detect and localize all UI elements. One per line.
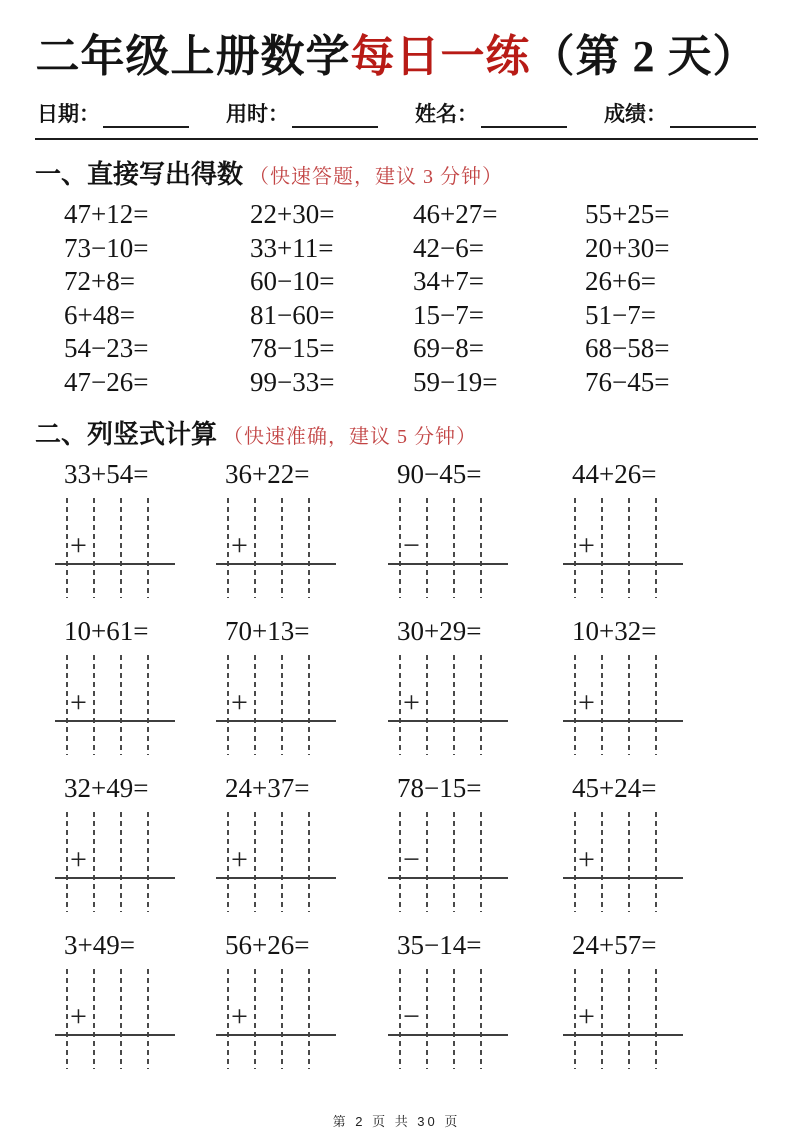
field-name-label: 姓名： [415, 102, 478, 126]
operator-sign: + [403, 686, 420, 719]
vertical-problem-text: 10+32= [572, 616, 657, 646]
column-work-grid [227, 655, 310, 755]
vertical-problem-text: 10+61= [64, 616, 149, 646]
operator-sign: + [231, 1000, 248, 1033]
vertical-problem-cell [64, 771, 225, 928]
operator-sign: + [70, 1000, 87, 1033]
oral-problems-grid [35, 199, 758, 400]
oral-problem: 73−10= [64, 232, 149, 263]
vertical-problem-cell [225, 457, 397, 614]
field-date [37, 98, 189, 128]
vertical-problem-text: 78−15= [397, 773, 482, 803]
field-name [415, 98, 567, 128]
vertical-problem-text: 32+49= [64, 773, 149, 803]
oral-problem: 68−58= [585, 333, 670, 363]
column-work-grid [227, 812, 310, 912]
vertical-problem-text: 70+13= [225, 616, 310, 646]
column-work-grid [66, 812, 149, 912]
vertical-problem-cell [572, 771, 758, 928]
column-work-grid [66, 969, 149, 1069]
vertical-problem-text: 45+24= [572, 773, 657, 803]
oral-problem: 42−6= [413, 232, 484, 263]
oral-problem: 20+30= [585, 232, 670, 263]
vertical-problem-cell [572, 457, 758, 614]
field-name-blank [481, 106, 567, 128]
field-score [604, 98, 756, 128]
operator-sign: + [231, 529, 248, 562]
vertical-problem-cell [64, 928, 225, 1085]
oral-problem: 51−7= [585, 299, 656, 330]
operator-sign: + [70, 843, 87, 876]
column-work-grid [399, 969, 482, 1069]
section1-time-note: （快速答题，建议 3 分钟） [249, 166, 504, 188]
operator-sign: + [578, 1000, 595, 1033]
vertical-problem-cell [572, 614, 758, 771]
vertical-problem-cell [64, 457, 225, 614]
oral-problem: 15−7= [413, 299, 484, 330]
vertical-problem-cell [225, 614, 397, 771]
column-work-grid [574, 812, 657, 912]
title-part-red: 每日一练 [350, 32, 531, 81]
vertical-problem-text: 44+26= [572, 459, 657, 489]
oral-problem: 81−60= [250, 299, 335, 330]
vertical-problem-text: 35−14= [397, 930, 482, 960]
oral-problem: 59−19= [413, 366, 498, 397]
vertical-problem-cell [397, 928, 572, 1085]
vertical-problem-text: 30+29= [397, 616, 482, 646]
oral-problem: 60−10= [250, 266, 335, 296]
vertical-problem-cell [225, 771, 397, 928]
field-date-label: 日期： [37, 102, 100, 126]
vertical-problem-text: 56+26= [225, 930, 310, 960]
operator-sign: + [70, 686, 87, 719]
oral-problem: 69−8= [413, 333, 484, 363]
operator-sign: + [578, 843, 595, 876]
vertical-problem-text: 3+49= [64, 930, 135, 960]
column-work-grid [399, 498, 482, 598]
operator-sign: + [231, 686, 248, 719]
field-time-used-blank [292, 106, 378, 128]
oral-problem: 26+6= [585, 266, 656, 296]
oral-problem: 46+27= [413, 199, 498, 229]
section1-heading [35, 154, 758, 191]
oral-problem: 6+48= [64, 299, 135, 330]
operator-sign: + [578, 686, 595, 719]
vertical-problem-cell [572, 928, 758, 1085]
oral-problem: 78−15= [250, 333, 335, 363]
oral-problem: 34+7= [413, 266, 484, 296]
field-date-blank [103, 106, 189, 128]
operator-sign: + [231, 843, 248, 876]
field-score-label: 成绩： [604, 102, 667, 126]
column-work-grid [574, 655, 657, 755]
section2-heading-text: 二、列竖式计算 [35, 420, 218, 449]
field-time-used [226, 98, 378, 128]
operator-sign: − [403, 1000, 420, 1033]
column-work-grid [66, 655, 149, 755]
oral-problem: 22+30= [250, 199, 335, 229]
field-score-blank [670, 106, 756, 128]
operator-sign: + [578, 529, 595, 562]
column-work-grid [227, 969, 310, 1069]
vertical-problem-cell [397, 614, 572, 771]
operator-sign: + [70, 529, 87, 562]
vertical-problem-text: 24+57= [572, 930, 657, 960]
section1-heading-text: 一、直接写出得数 [35, 160, 244, 189]
column-work-grid [399, 655, 482, 755]
oral-problem: 33+11= [250, 232, 334, 263]
student-info-row [35, 94, 758, 140]
vertical-problem-cell [64, 614, 225, 771]
operator-sign: − [403, 843, 420, 876]
oral-problem: 72+8= [64, 266, 135, 296]
title-part-black-left: 二年级上册数学 [35, 32, 351, 81]
column-work-grid [227, 498, 310, 598]
title-part-black-right: （第 2 天） [530, 32, 758, 81]
page-title [35, 28, 758, 86]
vertical-problem-text: 33+54= [64, 459, 149, 489]
oral-problem: 99−33= [250, 366, 335, 397]
oral-problem: 47−26= [64, 366, 149, 397]
vertical-problem-text: 90−45= [397, 459, 482, 489]
vertical-problem-text: 36+22= [225, 459, 310, 489]
page-number-footer: 第 2 页 共 30 页 [332, 1114, 461, 1129]
vertical-problem-cell [397, 457, 572, 614]
oral-problem: 76−45= [585, 366, 670, 397]
field-time-used-label: 用时： [226, 102, 289, 126]
column-work-grid [574, 498, 657, 598]
vertical-problem-cell [225, 928, 397, 1085]
oral-problem: 47+12= [64, 199, 149, 229]
vertical-problem-text: 24+37= [225, 773, 310, 803]
column-work-grid [399, 812, 482, 912]
column-work-grid [574, 969, 657, 1069]
oral-problem: 55+25= [585, 199, 670, 229]
section2-heading [35, 414, 758, 451]
column-work-grid [66, 498, 149, 598]
operator-sign: − [403, 529, 420, 562]
oral-problem: 54−23= [64, 333, 149, 363]
section2-time-note: （快速准确，建议 5 分钟） [223, 426, 478, 448]
vertical-problem-cell [397, 771, 572, 928]
vertical-calc-grid [35, 457, 758, 1085]
